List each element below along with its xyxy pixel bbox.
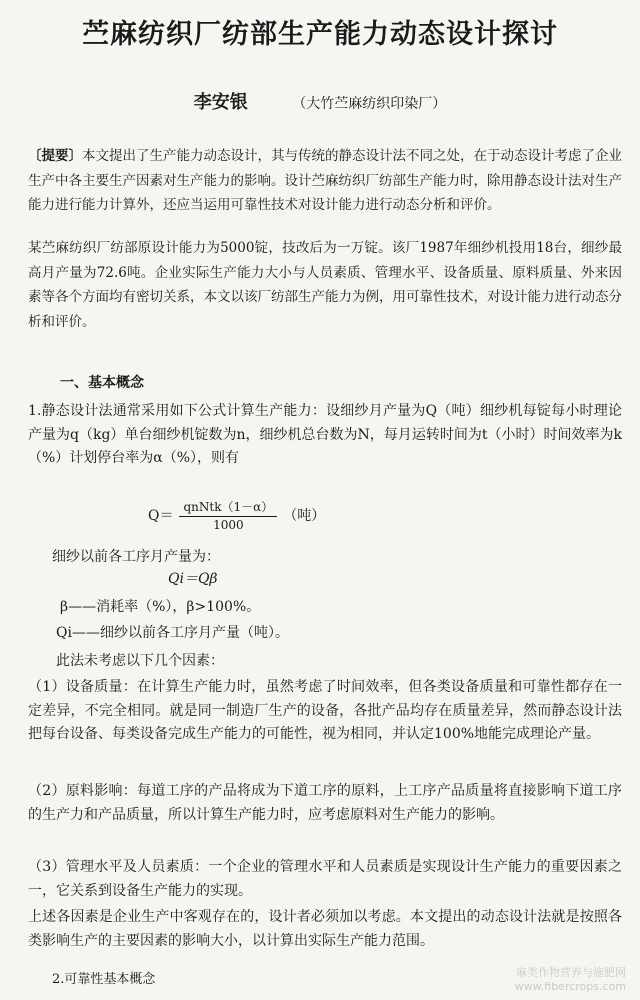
qi-definition: Qi——细纱以前各工序月产量（吨）。 bbox=[56, 625, 289, 641]
author-name: 李安银 bbox=[193, 92, 248, 113]
capacity-formula bbox=[148, 498, 325, 532]
abstract-paragraph-2: 某苎麻纺织厂纺部原设计能力为5000锭，技改后为一万锭。该厂1987年细纱机投用18台，细纱最高月产量为72.6吨。企业实际生产能力大小与人员素质、管理水平、设备质量、原料质量、外来因素等各个方面均有密切关系，本文以该厂纺部生产能力为例，用可靠性技术，对设计能力进行动态分析和评价。 bbox=[28, 240, 622, 330]
formula-denominator: 1000 bbox=[213, 518, 244, 532]
abstract-text: 本文提出了生产能力动态设计，其与传统的静态设计法不同之处，在于动态设计考虑了企业生产中各主要生产因素对生产能力的影响。设计苎麻纺织厂纺部生产能力时，除用静态设计法对生产能力进行能力计算外，还应当运用可靠性技术对设计能力进行动态分析和评价。 bbox=[28, 148, 622, 213]
abstract-paragraph bbox=[28, 144, 622, 218]
summary-paragraph: 上述各因素是企业生产中客观存在的，设计者必须加以考虑。本文提出的动态设计法就是按照各类影响生产的主要因素的影响大小，以计算出实际生产能力范围。 bbox=[28, 909, 622, 949]
formula-unit: （吨） bbox=[283, 508, 326, 524]
formula-fraction bbox=[179, 498, 277, 532]
paper-title: 苎麻纺织厂纺部生产能力动态设计探讨 bbox=[82, 19, 558, 50]
byline bbox=[0, 88, 640, 114]
beta-definition: β——消耗率（%），β>100%。 bbox=[60, 599, 261, 615]
static-method-paragraph: 1.静态设计法通常采用如下公式计算生产能力：设细纱月产量为Q（吨）细纱机每锭每小时理论产量为q（kg）单台细纱机锭数为n，细纱机总台数为N，每月运转时间为t（小时）时间效率为k（%）计划停台率为α（%），则有 bbox=[28, 403, 622, 466]
factor-equipment-quality: （1）设备质量：在计算生产能力时，虽然考虑了时间效率，但各类设备质量和可靠性都存在一定差异，不完全相同。就是同一制造厂生产的设备，各批产品均存在质量差异，然而静态设计法把每台设备、每类设备完成生产能力的可能性，视为相同，并认定100%地能完成理论产量。 bbox=[28, 679, 622, 742]
author-affiliation: （大竹苎麻纺织印染厂） bbox=[292, 96, 447, 112]
factor-management: （3）管理水平及人员素质：一个企业的管理水平和人员素质是实现设计生产能力的重要因素之一，它关系到设备生产能力的实现。 bbox=[28, 859, 622, 899]
pre-process-formula: Qi＝Qβ bbox=[168, 571, 218, 587]
formula-numerator: qnNtk（1－α） bbox=[179, 498, 277, 517]
watermark bbox=[515, 966, 626, 994]
pre-process-output-text: 细纱以前各工序月产量为： bbox=[52, 549, 220, 565]
subsection-reliability-concepts: 2.可靠性基本概念 bbox=[52, 972, 156, 987]
abstract-tag: 〔提要〕 bbox=[28, 148, 82, 164]
watermark-line-1: 麻类作物营养与施肥网 bbox=[516, 966, 626, 979]
formula-lhs: Q＝ bbox=[148, 508, 174, 524]
factors-intro: 此法未考虑以下几个因素： bbox=[56, 653, 224, 669]
watermark-line-2: www.fibercrops.com bbox=[514, 980, 626, 993]
factor-raw-material: （2）原料影响：每道工序的产品将成为下道工序的原料，上工序产品质量将直接影响下道工序的生产力和产品质量，所以计算生产能力时，应考虑原料对生产能力的影响。 bbox=[28, 783, 622, 823]
section-heading-basic-concepts: 一、基本概念 bbox=[60, 375, 144, 391]
